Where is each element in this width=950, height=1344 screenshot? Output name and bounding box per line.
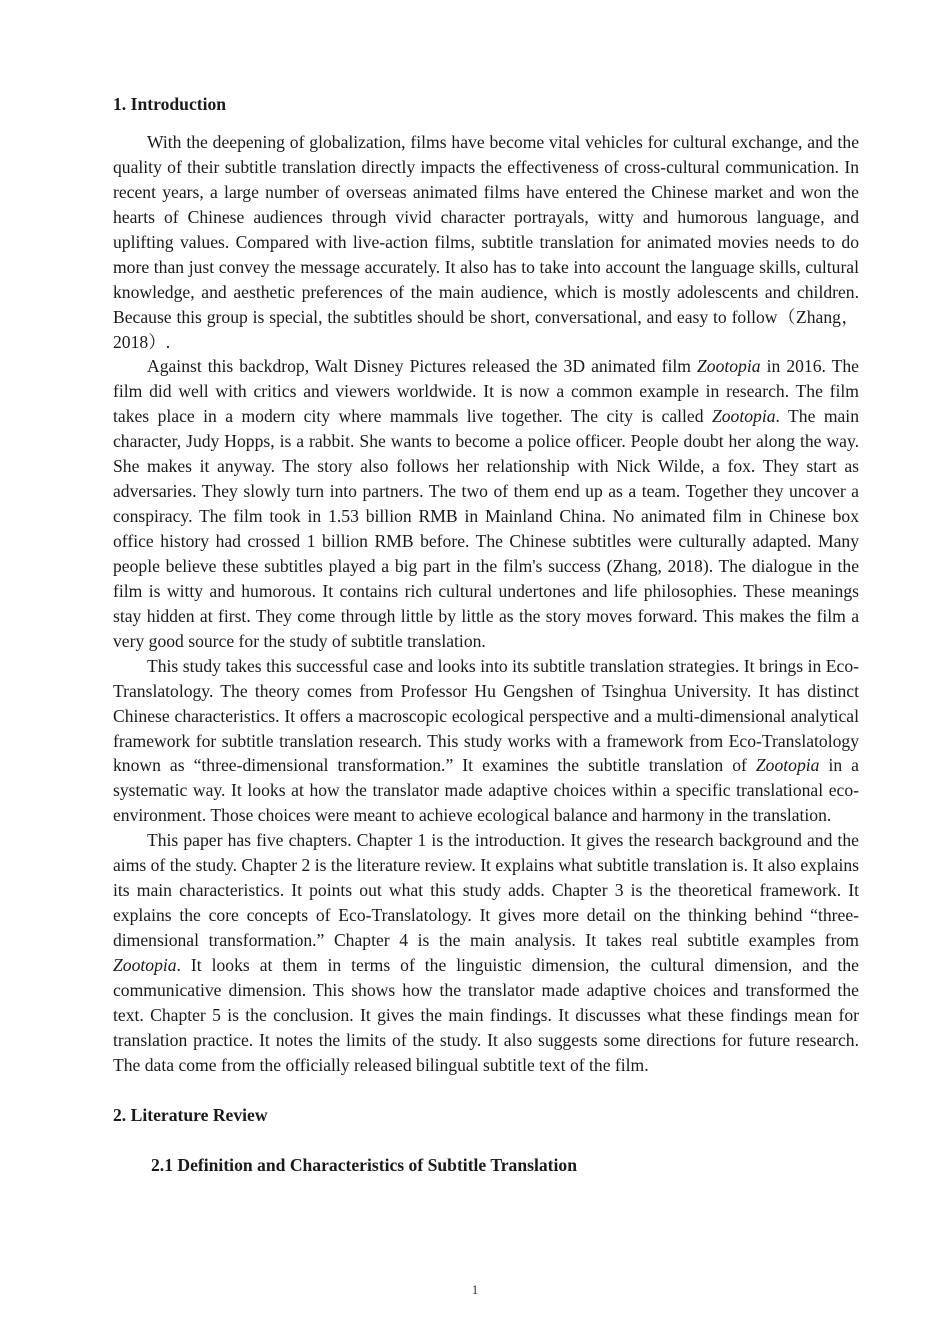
paragraph-text: This paper has five chapters. Chapter 1 is the introduction. It gives the research background and the aims of the study. Chapter 2 is the literature review. It explains what subtitle translation is. It also explains its main characteristics. It points out what this study adds. Chapter 3 is the theoretical framework. It explains the core concepts of Eco-Translatology. It gives more detail on the thinking behind “three-dimensional transformation.” Chapter 4 is the main analysis. It takes real subtitle examples from: [113, 830, 859, 950]
page-number: 1: [471, 1282, 479, 1297]
section-heading-literature-review: 2. Literature Review: [113, 1104, 268, 1125]
paragraph-text: Against this backdrop, Walt Disney Pictures released the 3D animated film: [147, 356, 697, 377]
film-title: Zootopia: [755, 755, 820, 776]
paragraph-text: This study takes this successful case and looks into its subtitle translation strategies. It brings in Eco-Translatology. The theory comes from Professor Hu Gengshen of Tsinghua University. It has distinct Chinese characteristics. It offers a macroscopic ecological perspective and a multi-dimensional analytical framework for subtitle translation research. This study works with a framework from Eco-Translatology known as “three-dimensional transformation.” It examines the subtitle translation of: [113, 655, 859, 776]
paragraph-text: in 2016. The film did well with critics and viewers worldwide. It is now a common example in research. The film takes place in a modern city where mammals live together. The city is called: [113, 356, 859, 427]
film-title: Zootopia: [113, 954, 177, 975]
subsection-heading: 2.1 Definition and Characteristics of Subtitle Translation: [151, 1154, 578, 1175]
paragraph-text: in a systematic way. It looks at how the translator made adaptive choices within a specific translational eco-environment. Those choices were meant to achieve ecological balance and harmony in the translation.: [113, 755, 859, 826]
paragraph-globalization: With the deepening of globalization, films have become vital vehicles for cultural exchange, and the quality of their subtitle translation directly impacts the effectiveness of cross-cultural communication. In recent years, a large number of overseas animated films have entered the Chinese market and won the hearts of Chinese audiences through vivid character portrayals, witty and humorous language, and uplifting values. Compared with live-action films, subtitle translation for animated movies needs to do more than just convey the message accurately. It also has to take into account the language skills, cultural knowledge, and aesthetic preferences of the main audience, which is mostly adolescents and children. Because this group is special, the subtitles should be short, conversational, and easy to follow（Zhang，2018）.: [113, 132, 859, 352]
paragraph-eco-translatology: [113, 654, 859, 829]
film-title: Zootopia: [711, 406, 776, 427]
paragraph-zootopia-background: [113, 354, 859, 653]
paragraph-paper-structure: [113, 828, 859, 1077]
paragraph-text: . The main character, Judy Hopps, is a rabbit. She wants to become a police officer. People doubt her along the way. She makes it anyway. The story also follows her relationship with Nick Wilde, a fox. They start as adversaries. They slowly turn into partners. The two of them end up as a team. Together they uncover a conspiracy. The film took in 1.53 billion RMB in Mainland China. No animated film in Chinese box office history had crossed 1 billion RMB before. The Chinese subtitles were culturally adapted. Many people believe these subtitles played a big part in the film's success (Zhang, 2018). The dialogue in the film is witty and humorous. It contains rich cultural undertones and life philosophies. These meanings stay hidden at first. They come through little by little as the story moves forward. This makes the film a very good source for the study of subtitle translation.: [113, 406, 859, 651]
section-heading-introduction: 1. Introduction: [113, 94, 227, 114]
paragraph-text: . It looks at them in terms of the linguistic dimension, the cultural dimension, and the communicative dimension. This shows how the translator made adaptive choices and transformed the text. Chapter 5 is the conclusion. It gives the main findings. It discusses what these findings mean for translation practice. It notes the limits of the study. It also suggests some directions for future research. The data come from the officially released bilingual subtitle text of the film.: [113, 954, 859, 1075]
film-title: Zootopia: [696, 356, 761, 377]
document-page: [113, 92, 859, 1178]
